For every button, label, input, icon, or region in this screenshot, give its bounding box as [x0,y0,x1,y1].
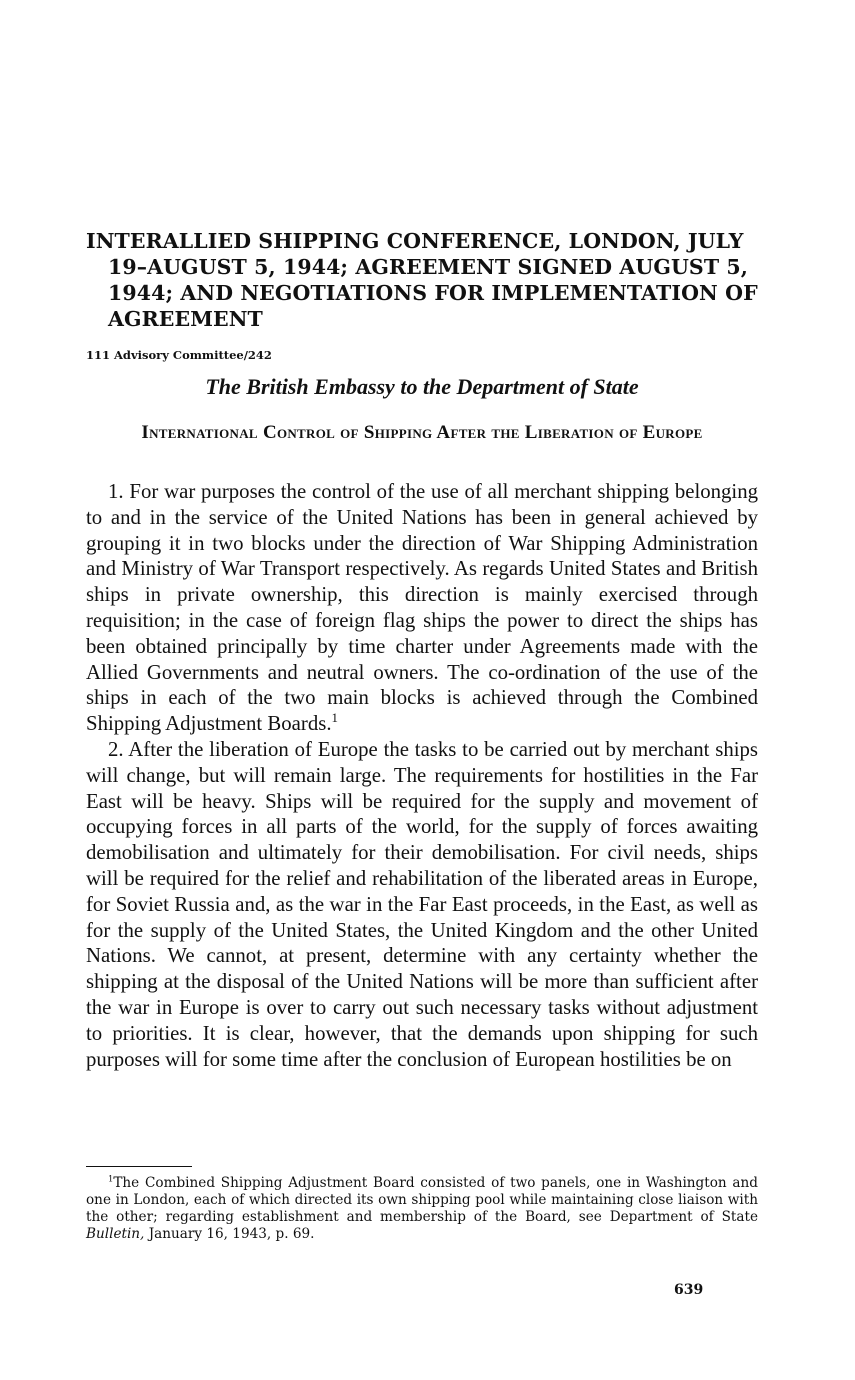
document-reference: 111 Advisory Committee/242 [86,348,272,362]
footnote-ref: 1 [331,711,338,726]
page-number: 639 [674,1282,704,1298]
paragraph-2 [86,737,758,1072]
footnote-rule [86,1166,192,1167]
footnote-italic: Bulletin, [86,1226,145,1242]
section-heading: The British Embassy to the Department of State [205,374,639,399]
memo-subject: International Control of Shipping After the Liberation of Europe [141,422,703,443]
footnote-text-after: January 16, 1943, p. 69. [144,1226,315,1242]
document-title: INTERALLIED SHIPPING CONFERENCE, LONDON, JULY 19–AUGUST 5, 1944; AGREEMENT SIGNED AUGUST 5, 1944; AND NEGOTIATIONS FOR IMPLEMENTATION OF AGREEMENT [86,229,758,331]
paragraph-1-text: 1. For war purposes the control of the use of all merchant shipping belonging to and in the service of the United Nations has been in general achieved by grouping it in two blocks under the direction of War Shipping Administration and Ministry of War Transport respectively. As regards United States and British ships in private ownership, this direction is mainly exercised through requisition; in the case of foreign flag ships the power to direct the ships has been obtained principally by time charter under Agreements made with the Allied Governments and neutral owners. The co-ordination of the use of the ships in each of the two main blocks is achieved through the Combined Shipping Adjustment Boards. [86,480,758,736]
paragraph-2-text: 2. After the liberation of Europe the tasks to be carried out by merchant ships will change, but will remain large. The requirements for hostilities in the Far East will be heavy. Ships will be required for the supply and movement of occupying forces in all parts of the world, for the supply of forces awaiting demobilisation and ultimately for their demobilisation. For civil needs, ships will be required for the relief and rehabilitation of the liberated areas in Europe, for Soviet Russia and, as the war in the Far East proceeds, in the East, as well as for the supply of the United States, the United Kingdom and the other United Nations. We cannot, at present, determine with any certainty whether the shipping at the disposal of the United Nations will be more than sufficient after the war in Europe is over to carry out such necessary tasks without adjustment to priorities. It is clear, however, that the demands upon shipping for such purposes will for some time after the conclusion of European hostilities be on [86,737,758,1071]
footnote-marker: 1 [108,1173,114,1184]
body-text [86,479,758,1072]
footnote [86,1175,758,1243]
paragraph-1 [86,479,758,737]
footnote-text-before: The Combined Shipping Adjustment Board consisted of two panels, one in Washington and one in London, each of which directed its own shipping pool while maintaining close liaison with the other; regarding establishment and membership of the Board, see Department of State [86,1175,758,1225]
